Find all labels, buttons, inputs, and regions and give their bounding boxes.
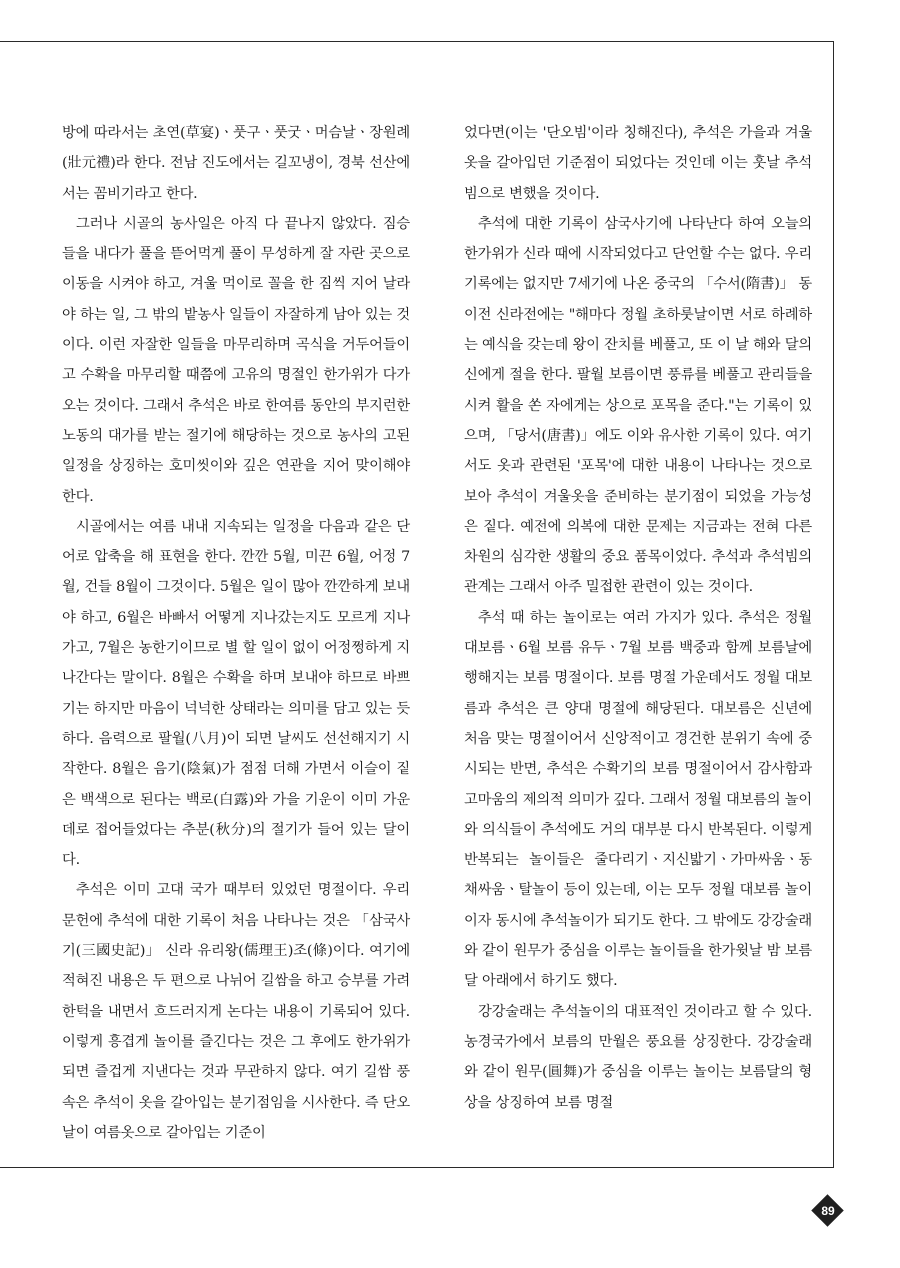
paragraph: 시골에서는 여름 내내 지속되는 일정을 다음과 같은 단어로 압축을 해 표현을 한다. 깐깐 5월, 미끈 6월, 어정 7월, 건들 8월이 그것이다. 5월은 일이 많아 깐깐하게 보내야 하고, 6월은 바빠서 어떻게 지나갔는지도 모르게 지나가고, 7월은 농한기이므로 별 할 일이 없이 어정쩡하게 지나간다는 말이다. 8월은 수확을 하며 보내야 하므로 바쁘기는 하지만 마음이 넉넉한 상태라는 의미를 담고 있는 듯하다. 음력으로 팔월(八月)이 되면 날씨도 선선해지기 시작한다. 8월은 음기(陰氣)가 점점 더해 가면서 이슬이 짙은 백색으로 된다는 백로(白露)와 가을 기운이 이미 가운데로 접어들었다는 추분(秋分)의 절기가 들어 있는 달이다.: [62, 518, 410, 869]
right-border-rule: [833, 41, 834, 1167]
paragraph: 강강술래는 추석놀이의 대표적인 것이라고 할 수 있다. 농경국가에서 보름의 만월은 풍요를 상징한다. 강강술래와 같이 원무(圓舞)가 중심을 이루는 놀이는 보름달의 형상을 상징하여 보름 명절: [464, 1003, 812, 1111]
right-text-column: [464, 118, 812, 1118]
page-number-badge: [813, 1196, 843, 1226]
paragraph: 방에 따라서는 초연(草宴)ㆍ풋구ㆍ풋굿ㆍ머슴날ㆍ장원례(壯元禮)라 한다. 전남 진도에서는 길꼬냉이, 경북 선산에서는 꼼비기라고 한다.: [62, 125, 410, 202]
paragraph: 추석은 이미 고대 국가 때부터 있었던 명절이다. 우리 문헌에 추석에 대한 기록이 처음 나타나는 것은 「삼국사기(三國史記)」 신라 유리왕(儒理王)조(條)이다. 여기에 적혀진 내용은 두 편으로 나뉘어 길쌈을 하고 승부를 가려 한턱을 내면서 흐드러지게 논다는 내용이 기록되어 있다. 이렇게 흥겹게 놀이를 즐긴다는 것은 그 후에도 한가위가 되면 즐겁게 지낸다는 것과 무관하지 않다. 여기 길쌈 풍속은 추석이 옷을 갈아입는 분기점임을 시사한다. 즉 단오날이 여름옷으로 갈아입는 기준이: [62, 882, 410, 1141]
left-text-column: [62, 118, 410, 1148]
paragraph: 추석 때 하는 놀이로는 여러 가지가 있다. 추석은 정월 대보름ㆍ6월 보름 유두ㆍ7월 보름 백중과 함께 보름날에 행해지는 보름 명절이다. 보름 명절 가운데서도 정월 대보름과 추석은 큰 양대 명절에 해당된다. 대보름은 신년에 처음 맞는 명절이어서 신앙적이고 경건한 분위기 속에 중시되는 반면, 추석은 수확기의 보름 명절이어서 감사함과 고마움의 제의적 의미가 깊다. 그래서 정월 대보름의 놀이와 의식들이 추석에도 거의 대부분 다시 반복된다. 이렇게 반복되는 놀이들은 줄다리기ㆍ지신밟기ㆍ가마싸움ㆍ동채싸움ㆍ탈놀이 등이 있는데, 이는 모두 정월 대보름 놀이이자 동시에 추석놀이가 되기도 한다. 그 밖에도 강강술래와 같이 원무가 중심을 이루는 놀이들을 한가윗날 밤 보름달 아래에서 하기도 했다.: [464, 609, 812, 990]
paragraph: 었다면(이는 '단오빔'이라 칭해진다), 추석은 가을과 겨울옷을 갈아입던 기준점이 되었다는 것인데 이는 훗날 추석빔으로 변했을 것이다.: [464, 125, 812, 202]
paragraph: 그러나 시골의 농사일은 아직 다 끝나지 않았다. 짐승들을 내다가 풀을 뜯어먹게 풀이 무성하게 잘 자란 곳으로 이동을 시켜야 하고, 겨울 먹이로 꼴을 한 짐씩 지어 날라야 하는 일, 그 밖의 밭농사 일들이 자잘하게 남아 있는 것이다. 이런 자잘한 일들을 마무리하며 곡식을 거두어들이고 수확을 마무리할 때쯤에 고유의 명절인 한가위가 다가오는 것이다. 그래서 추석은 바로 한여름 동안의 부지런한 노동의 대가를 받는 절기에 해당하는 것으로 농사의 고된 일정을 상징하는 호미씻이와 깊은 연관을 지어 맞이해야 한다.: [62, 215, 410, 505]
bottom-border-rule: [0, 1167, 834, 1168]
top-border-rule: [0, 41, 833, 42]
paragraph: 추석에 대한 기록이 삼국사기에 나타난다 하여 오늘의 한가위가 신라 때에 시작되었다고 단언할 수는 없다. 우리 기록에는 없지만 7세기에 나온 중국의 「수서(隋書)」 동이전 신라전에는 "해마다 정월 초하룻날이면 서로 하례하는 예식을 갖는데 왕이 잔치를 베풀고, 또 이 날 해와 달의 신에게 절을 한다. 팔월 보름이면 풍류를 베풀고 관리들을 시켜 활을 쏜 자에게는 상으로 포목을 준다."는 기록이 있으며, 「당서(唐書)」에도 이와 유사한 기록이 있다. 여기서도 옷과 관련된 '포목'에 대한 내용이 나타나는 것으로 보아 추석이 겨울옷을 준비하는 분기점이 되었을 가능성은 짙다. 예전에 의복에 대한 문제는 지금과는 전혀 다른 차원의 심각한 생활의 중요 품목이었다. 추석과 추석빔의 관계는 그래서 아주 밀접한 관련이 있는 것이다.: [464, 215, 812, 596]
page-number: 89: [821, 1204, 835, 1218]
